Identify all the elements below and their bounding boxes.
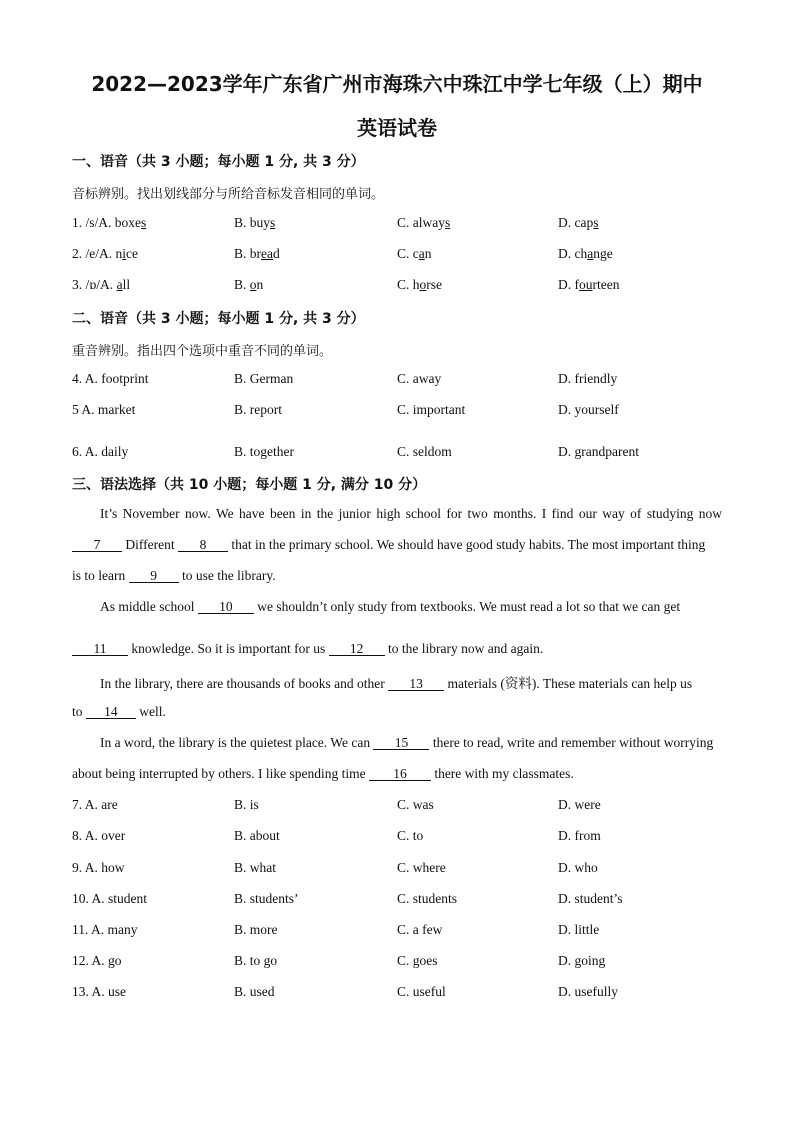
q7-option-b: B. is bbox=[234, 797, 259, 812]
q5-option-a: 5 A. market bbox=[72, 402, 136, 417]
q8-option-c: C. to bbox=[397, 828, 424, 843]
section2-instruction: 重音辨别。指出四个选项中重音不同的单词。 bbox=[72, 344, 333, 359]
q9-option-d: D. who bbox=[558, 860, 598, 875]
section1-heading: 一、语音（共 3 小题；每小题 1 分, 共 3 分） bbox=[72, 154, 365, 170]
passage-text: to the library now and again. bbox=[384, 641, 544, 656]
section2-heading: 二、语音（共 3 小题；每小题 1 分, 共 3 分） bbox=[72, 311, 365, 327]
passage-text: knowledge. So it is important for us bbox=[128, 641, 329, 656]
passage-text: that in the primary school. We should have good study habits. The most important thing bbox=[227, 537, 706, 552]
passage-text: about being interrupted by others. I like spending time bbox=[72, 766, 369, 781]
passage-text: is to learn bbox=[72, 568, 129, 583]
q3-option-c: C. horse bbox=[397, 277, 443, 292]
blank-16: 16 bbox=[369, 767, 431, 781]
passage-line bbox=[100, 735, 722, 751]
q8-option-a: 8. A. over bbox=[72, 828, 126, 843]
page-subtitle: 英语试卷 bbox=[357, 116, 437, 140]
blank-7: 7 bbox=[72, 538, 122, 552]
question-13 bbox=[72, 984, 732, 1002]
passage-text: As middle school bbox=[100, 599, 198, 614]
q4-option-a: 4. A. footprint bbox=[72, 371, 149, 386]
passage-line bbox=[72, 766, 722, 782]
blank-9: 9 bbox=[129, 569, 179, 583]
section1-instruction: 音标辨别。找出划线部分与所给音标发音相同的单词。 bbox=[72, 187, 385, 202]
question-6 bbox=[72, 444, 732, 462]
question-12 bbox=[72, 953, 732, 971]
q10-option-d: D. student’s bbox=[558, 891, 623, 906]
q2-option-c: C. can bbox=[397, 246, 432, 261]
blank-14: 14 bbox=[86, 705, 136, 719]
q7-option-d: D. were bbox=[558, 797, 601, 812]
question-9 bbox=[72, 860, 732, 878]
q13-option-d: D. usefully bbox=[558, 984, 618, 999]
question-4 bbox=[72, 371, 732, 389]
q6-option-d: D. grandparent bbox=[558, 444, 639, 459]
blank-10: 10 bbox=[198, 600, 254, 614]
question-7 bbox=[72, 797, 732, 815]
q7-option-c: C. was bbox=[397, 797, 434, 812]
section3-heading: 三、语法选择（共 10 小题；每小题 1 分, 满分 10 分） bbox=[72, 477, 427, 493]
q8-option-b: B. about bbox=[234, 828, 280, 843]
q11-option-b: B. more bbox=[234, 922, 278, 937]
question-3 bbox=[72, 277, 732, 295]
passage-line bbox=[100, 672, 722, 692]
question-1 bbox=[72, 215, 732, 233]
q9-option-a: 9. A. how bbox=[72, 860, 125, 875]
passage-text: Different bbox=[122, 537, 178, 552]
blank-11: 11 bbox=[72, 642, 128, 656]
question-11 bbox=[72, 922, 732, 940]
passage-text: there with my classmates. bbox=[430, 766, 574, 781]
question-5 bbox=[72, 402, 732, 420]
blank-13: 13 bbox=[388, 677, 444, 691]
q3-option-d: D. fourteen bbox=[558, 277, 620, 292]
passage-text: to bbox=[72, 704, 86, 719]
question-2 bbox=[72, 246, 732, 264]
q5-option-d: D. yourself bbox=[558, 402, 619, 417]
q10-option-a: 10. A. student bbox=[72, 891, 148, 906]
passage-line: It’s November now. We have been in the junior high school for two months. I find our way of studying now bbox=[100, 506, 722, 521]
q1-option-c: C. always bbox=[397, 215, 451, 230]
q11-option-a: 11. A. many bbox=[72, 922, 138, 937]
q12-option-b: B. to go bbox=[234, 953, 278, 968]
q12-option-d: D. going bbox=[558, 953, 606, 968]
passage-text: In a word, the library is the quietest place. We can bbox=[100, 735, 374, 750]
q6-option-b: B. together bbox=[234, 444, 294, 459]
passage-text: there to read, write and remember without worrying bbox=[429, 735, 714, 750]
q1-stem: 1. /s/A. boxes bbox=[72, 215, 147, 230]
q1-option-d: D. caps bbox=[558, 215, 599, 230]
passage-text: well. bbox=[135, 704, 166, 719]
q12-option-a: 12. A. go bbox=[72, 953, 122, 968]
q13-option-c: C. useful bbox=[397, 984, 446, 999]
q2-option-b: B. bread bbox=[234, 246, 280, 261]
blank-8: 8 bbox=[178, 538, 228, 552]
q9-option-c: C. where bbox=[397, 860, 446, 875]
q6-option-c: C. seldom bbox=[397, 444, 452, 459]
passage-line bbox=[72, 641, 722, 657]
q11-option-d: D. little bbox=[558, 922, 600, 937]
passage-line bbox=[72, 568, 722, 584]
q7-option-a: 7. A. are bbox=[72, 797, 118, 812]
q2-option-d: D. change bbox=[558, 246, 613, 261]
q5-option-b: B. report bbox=[234, 402, 282, 417]
q10-option-b: B. students’ bbox=[234, 891, 299, 906]
passage-text: to use the library. bbox=[178, 568, 276, 583]
passage-line bbox=[72, 704, 722, 720]
q4-option-c: C. away bbox=[397, 371, 442, 386]
passage-text: we shouldn’t only study from textbooks. We must read a lot so that we can get bbox=[253, 599, 681, 614]
q13-option-a: 13. A. use bbox=[72, 984, 126, 999]
blank-15: 15 bbox=[373, 736, 429, 750]
page-title: 2022—2023学年广东省广州市海珠六中珠江中学七年级（上）期中 bbox=[91, 72, 703, 96]
passage-line bbox=[72, 537, 722, 553]
passage-text: materials (资料). These materials can help us bbox=[444, 676, 693, 691]
q4-option-b: B. German bbox=[234, 371, 294, 386]
q8-option-d: D. from bbox=[558, 828, 601, 843]
blank-12: 12 bbox=[329, 642, 385, 656]
q12-option-c: C. goes bbox=[397, 953, 438, 968]
question-8 bbox=[72, 828, 732, 846]
q4-option-d: D. friendly bbox=[558, 371, 618, 386]
question-10 bbox=[72, 891, 732, 909]
q2-stem: 2. /e/A. nice bbox=[72, 246, 138, 261]
q13-option-b: B. used bbox=[234, 984, 275, 999]
q10-option-c: C. students bbox=[397, 891, 458, 906]
passage-text: In the library, there are thousands of books and other bbox=[100, 676, 389, 691]
q3-stem: 3. /ɒ/A. all bbox=[72, 277, 131, 292]
q6-option-a: 6. A. daily bbox=[72, 444, 129, 459]
q11-option-c: C. a few bbox=[397, 922, 443, 937]
q5-option-c: C. important bbox=[397, 402, 466, 417]
q1-option-b: B. buys bbox=[234, 215, 276, 230]
q3-option-b: B. on bbox=[234, 277, 264, 292]
q9-option-b: B. what bbox=[234, 860, 276, 875]
passage-line bbox=[100, 599, 722, 615]
